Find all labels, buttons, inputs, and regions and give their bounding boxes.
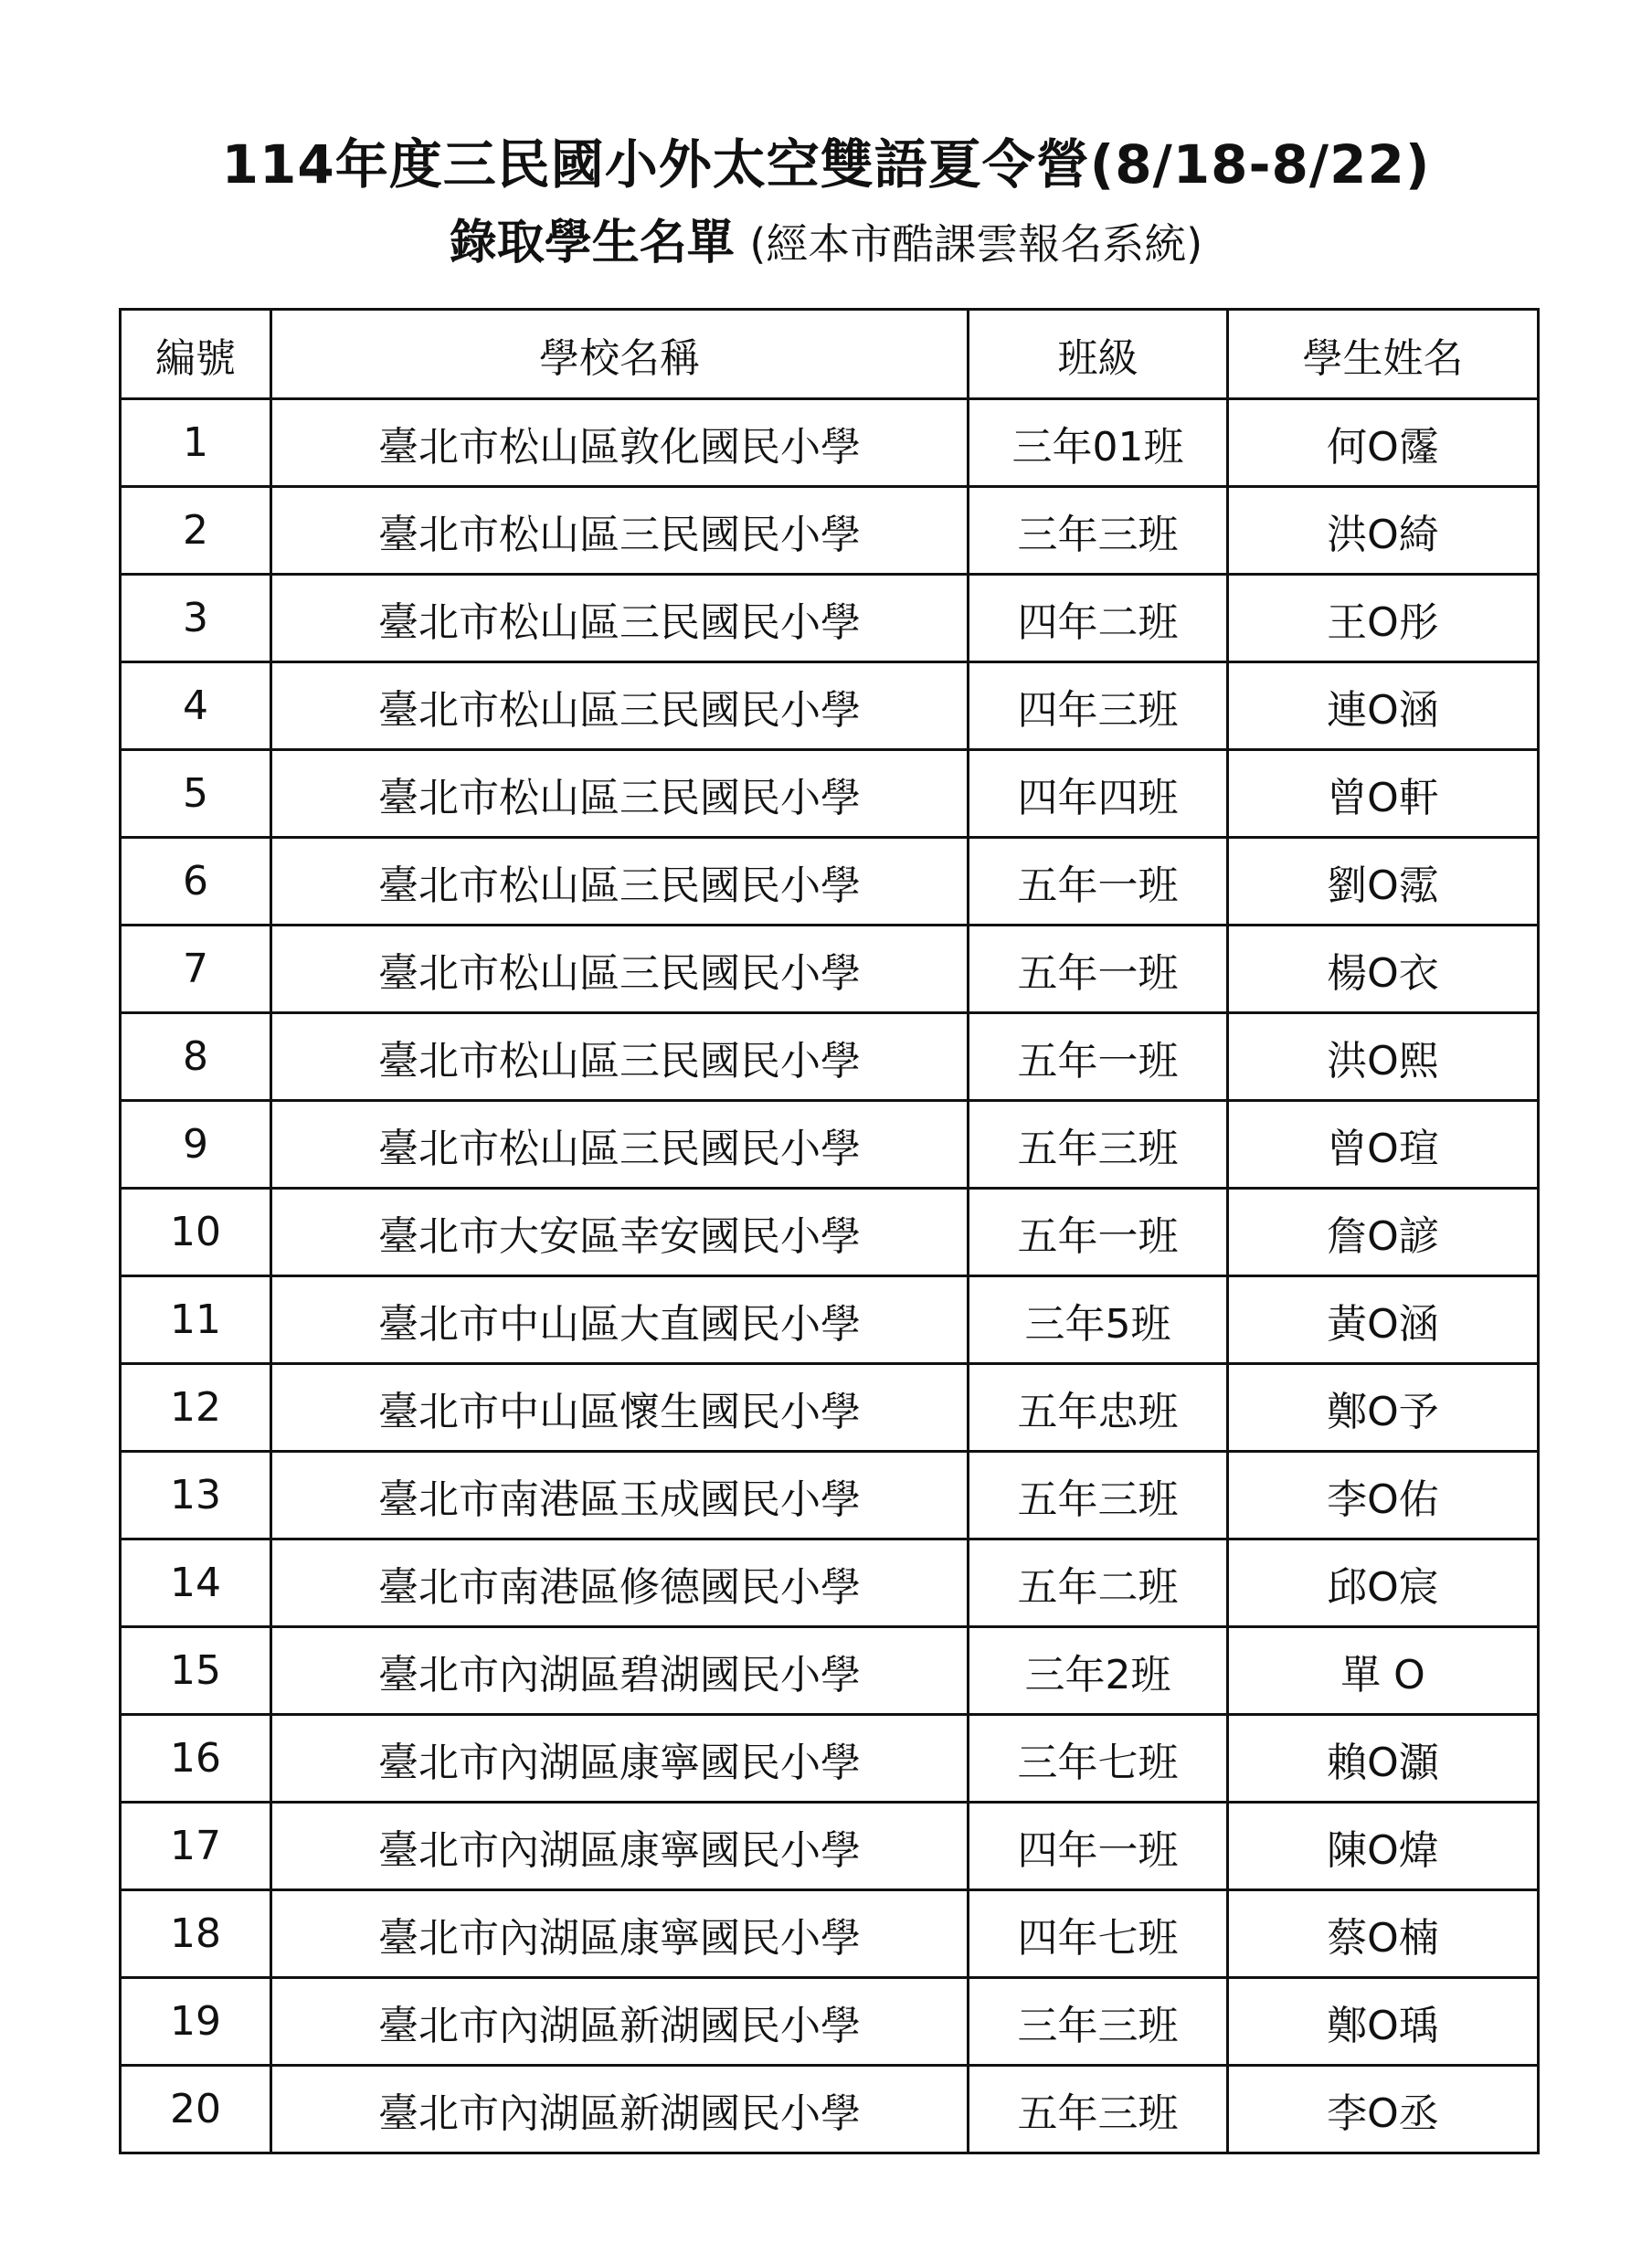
admission-table — [119, 308, 1540, 2154]
header-student: 學生姓名 — [1228, 310, 1539, 399]
cell-student: 詹O諺 — [1228, 1189, 1539, 1276]
subtitle-main: 錄取學生名單 — [449, 216, 735, 270]
document-header — [0, 128, 1652, 280]
cell-student: 黃O涵 — [1228, 1276, 1539, 1364]
table-row — [121, 1715, 1539, 1803]
cell-school: 臺北市內湖區新湖國民小學 — [271, 1978, 969, 2066]
table-row — [121, 1978, 1539, 2066]
cell-number: 3 — [121, 575, 271, 662]
cell-student: 李O佑 — [1228, 1452, 1539, 1539]
document-subtitle — [0, 206, 1652, 280]
table-row — [121, 1189, 1539, 1276]
cell-student: 蔡O楠 — [1228, 1890, 1539, 1978]
cell-school: 臺北市松山區三民國民小學 — [271, 487, 969, 575]
cell-school: 臺北市中山區大直國民小學 — [271, 1276, 969, 1364]
cell-school: 臺北市松山區三民國民小學 — [271, 575, 969, 662]
cell-student: 曾O軒 — [1228, 750, 1539, 838]
table-row — [121, 2066, 1539, 2153]
cell-number: 1 — [121, 399, 271, 487]
cell-school: 臺北市松山區三民國民小學 — [271, 1013, 969, 1101]
cell-class: 四年二班 — [969, 575, 1228, 662]
table-row — [121, 926, 1539, 1013]
cell-class: 五年三班 — [969, 2066, 1228, 2153]
cell-number: 5 — [121, 750, 271, 838]
cell-school: 臺北市內湖區碧湖國民小學 — [271, 1627, 969, 1715]
cell-class: 四年七班 — [969, 1890, 1228, 1978]
table-row — [121, 1803, 1539, 1890]
table-row — [121, 575, 1539, 662]
cell-number: 4 — [121, 662, 271, 750]
cell-school: 臺北市松山區三民國民小學 — [271, 926, 969, 1013]
cell-number: 15 — [121, 1627, 271, 1715]
cell-class: 三年01班 — [969, 399, 1228, 487]
table-row — [121, 1890, 1539, 1978]
cell-school: 臺北市松山區三民國民小學 — [271, 838, 969, 926]
cell-class: 三年5班 — [969, 1276, 1228, 1364]
table-body — [121, 399, 1539, 2153]
cell-number: 20 — [121, 2066, 271, 2153]
document-title: 114年度三民國小外太空雙語夏令營(8/18-8/22) — [221, 133, 1431, 196]
cell-student: 王O彤 — [1228, 575, 1539, 662]
cell-number: 17 — [121, 1803, 271, 1890]
cell-school: 臺北市松山區三民國民小學 — [271, 750, 969, 838]
cell-class: 五年忠班 — [969, 1364, 1228, 1452]
cell-number: 8 — [121, 1013, 271, 1101]
cell-class: 五年二班 — [969, 1539, 1228, 1627]
cell-school: 臺北市內湖區新湖國民小學 — [271, 2066, 969, 2153]
cell-school: 臺北市內湖區康寧國民小學 — [271, 1715, 969, 1803]
cell-student: 洪O熙 — [1228, 1013, 1539, 1101]
cell-class: 三年三班 — [969, 487, 1228, 575]
cell-school: 臺北市內湖區康寧國民小學 — [271, 1890, 969, 1978]
subtitle-note: (經本市酷課雲報名系統) — [749, 219, 1203, 269]
header-class: 班級 — [969, 310, 1228, 399]
cell-class: 三年三班 — [969, 1978, 1228, 2066]
cell-school: 臺北市松山區三民國民小學 — [271, 662, 969, 750]
table-row — [121, 1013, 1539, 1101]
table-row — [121, 1452, 1539, 1539]
cell-school: 臺北市大安區幸安國民小學 — [271, 1189, 969, 1276]
cell-number: 6 — [121, 838, 271, 926]
cell-student: 李O丞 — [1228, 2066, 1539, 2153]
cell-student: 洪O綺 — [1228, 487, 1539, 575]
cell-school: 臺北市南港區修德國民小學 — [271, 1539, 969, 1627]
cell-student: 何O霳 — [1228, 399, 1539, 487]
cell-number: 16 — [121, 1715, 271, 1803]
cell-student: 賴O灝 — [1228, 1715, 1539, 1803]
cell-student: 陳O煒 — [1228, 1803, 1539, 1890]
cell-number: 18 — [121, 1890, 271, 1978]
cell-class: 四年三班 — [969, 662, 1228, 750]
cell-number: 12 — [121, 1364, 271, 1452]
table-row — [121, 1101, 1539, 1189]
cell-school: 臺北市松山區敦化國民小學 — [271, 399, 969, 487]
cell-number: 11 — [121, 1276, 271, 1364]
cell-number: 14 — [121, 1539, 271, 1627]
table-row — [121, 487, 1539, 575]
table-row — [121, 838, 1539, 926]
cell-student: 邱O宸 — [1228, 1539, 1539, 1627]
table-row — [121, 1364, 1539, 1452]
cell-school: 臺北市南港區玉成國民小學 — [271, 1452, 969, 1539]
cell-student: 單 O — [1228, 1627, 1539, 1715]
cell-class: 五年三班 — [969, 1101, 1228, 1189]
cell-student: 劉O霐 — [1228, 838, 1539, 926]
table-row — [121, 662, 1539, 750]
cell-number: 2 — [121, 487, 271, 575]
cell-class: 五年一班 — [969, 838, 1228, 926]
cell-class: 五年一班 — [969, 1013, 1228, 1101]
cell-school: 臺北市中山區懷生國民小學 — [271, 1364, 969, 1452]
cell-number: 13 — [121, 1452, 271, 1539]
cell-class: 五年一班 — [969, 926, 1228, 1013]
cell-student: 曾O瑄 — [1228, 1101, 1539, 1189]
header-number: 編號 — [121, 310, 271, 399]
cell-student: 連O涵 — [1228, 662, 1539, 750]
table-row — [121, 1627, 1539, 1715]
cell-class: 五年三班 — [969, 1452, 1228, 1539]
header-school: 學校名稱 — [271, 310, 969, 399]
cell-class: 五年一班 — [969, 1189, 1228, 1276]
cell-number: 7 — [121, 926, 271, 1013]
table-row — [121, 1539, 1539, 1627]
cell-number: 19 — [121, 1978, 271, 2066]
cell-number: 10 — [121, 1189, 271, 1276]
cell-student: 鄭O瑀 — [1228, 1978, 1539, 2066]
cell-student: 楊O衣 — [1228, 926, 1539, 1013]
cell-class: 四年四班 — [969, 750, 1228, 838]
cell-class: 四年一班 — [969, 1803, 1228, 1890]
cell-school: 臺北市內湖區康寧國民小學 — [271, 1803, 969, 1890]
cell-class: 三年2班 — [969, 1627, 1228, 1715]
table-row — [121, 399, 1539, 487]
table-row — [121, 750, 1539, 838]
table-row — [121, 1276, 1539, 1364]
table-header-row — [121, 310, 1539, 399]
cell-class: 三年七班 — [969, 1715, 1228, 1803]
cell-school: 臺北市松山區三民國民小學 — [271, 1101, 969, 1189]
cell-student: 鄭O予 — [1228, 1364, 1539, 1452]
cell-number: 9 — [121, 1101, 271, 1189]
